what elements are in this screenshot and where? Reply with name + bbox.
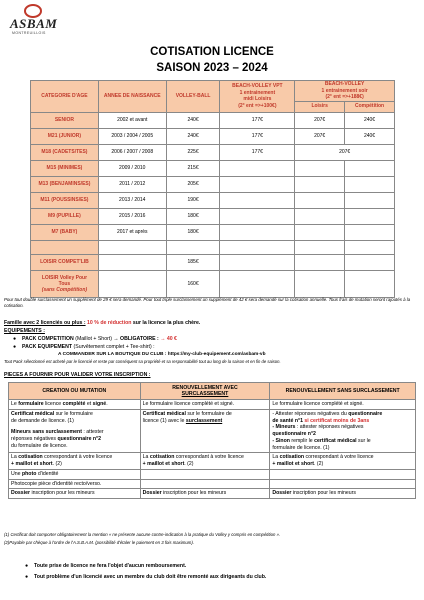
pieces-cell	[140, 469, 270, 479]
text: questionnaire	[348, 410, 383, 417]
price-row-loisir-vpt	[31, 270, 395, 297]
pieces-cell	[9, 400, 141, 410]
text: de santé n°1	[272, 417, 305, 424]
price-row-category: M15 (MINIMES)	[31, 160, 99, 176]
price-row-empty	[345, 224, 395, 240]
pieces-cell	[270, 479, 416, 489]
pieces-header-avec-line2: SURCLASSEMENT	[181, 391, 229, 397]
famille-highlight: 10 % de réduction	[85, 320, 132, 326]
price-row-empty	[295, 270, 345, 297]
header-beach-evening	[295, 81, 395, 102]
text	[11, 461, 138, 468]
text: : attester	[81, 429, 104, 436]
price-row-empty	[295, 254, 345, 270]
price-row-volley: 225€	[166, 144, 220, 160]
price-row-empty	[220, 208, 295, 224]
header-volley-ball: VOLLEY-BALL	[166, 81, 220, 113]
price-row-category: M7 (BABY)	[31, 224, 99, 240]
footnote-2: (2)Payable par chèque à l'ordre de l'A.S.B.A.M. (possibilité d'étaler le paiement en 3 fois maximum).	[4, 540, 194, 545]
text: formulaire de licence. (1)	[272, 444, 330, 451]
closing-line-2	[25, 574, 267, 581]
price-row-loisirs: 207€	[295, 112, 345, 128]
price-row-birth: 2009 / 2010	[98, 160, 166, 176]
price-row-birth: 2015 / 2016	[98, 208, 166, 224]
logo-word: ASBAM	[10, 16, 58, 31]
price-row-loisir-compet	[31, 254, 395, 270]
price-row-empty	[345, 192, 395, 208]
logo-subtitle: MONTREUILLOIS	[12, 31, 46, 35]
price-row-volley: 240€	[166, 112, 220, 128]
page-title: COTISATION LICENCE	[150, 46, 274, 58]
price-row-birth: 2013 / 2014	[98, 192, 166, 208]
surclassement-note: Pour tout double surclassement un supplément de 29 € sera demandé. Pour tout triple surclassement un supplément de 42 € sera demandé sur la cotisation annuelle. Tous frais de mutation seront rajoutés à la cotisation.	[4, 297, 411, 308]
header-competition: Compétition	[345, 101, 395, 112]
text: inscription pour les mineurs	[291, 490, 356, 497]
text	[272, 418, 413, 425]
text: - Mineurs	[272, 424, 296, 431]
pieces-cell	[140, 489, 270, 499]
pieces-cell	[270, 409, 416, 453]
famille-prefix: Famille avec 2 licenciés ou plus :	[4, 320, 86, 326]
price-row-empty	[295, 240, 345, 254]
price-row-birth: 2017 et après	[98, 224, 166, 240]
header-birth-year: ANNEE DE NAISSANCE	[98, 81, 166, 113]
text: sur le	[356, 437, 371, 444]
closing-text-1: Toute prise de licence ne fera l'objet d'aucun remboursement.	[34, 563, 187, 569]
header-category: CATEGORIE D'AGE	[31, 81, 99, 113]
pieces-cell	[270, 469, 416, 479]
text: cotisation	[18, 454, 43, 461]
price-row-volley	[166, 240, 220, 254]
text: licence	[43, 401, 63, 407]
pieces-cell	[9, 453, 141, 470]
famille-suffix: sur la licence la plus chère.	[131, 320, 201, 326]
price-row-bv1: 177€	[220, 128, 295, 144]
text: Dossier	[11, 490, 31, 497]
pieces-row-certificat	[9, 409, 416, 453]
pieces-row-photo	[9, 469, 416, 479]
price-row-empty	[295, 208, 345, 224]
text: correspondant à votre licence	[42, 454, 113, 461]
price-row-empty	[220, 224, 295, 240]
price-row-volley: 240€	[166, 128, 220, 144]
text: certificat médical	[314, 437, 357, 444]
price-row-volley: 185€	[166, 254, 220, 270]
text	[143, 418, 268, 425]
price-row-empty	[295, 160, 345, 176]
price-row-empty	[295, 224, 345, 240]
text: signé	[92, 401, 107, 407]
text	[11, 429, 138, 436]
footnote-1: (1) Certificat doit comporter obligatoirement la mention « ne présente aucune contre-indication à la pratique du Volley y compris en compétition ».	[4, 532, 281, 537]
text: sur le formulaire de	[185, 410, 232, 417]
pack-competition-price: → 40 €	[160, 336, 177, 342]
pack-competition-mandatory: OBLIGATOIRE :	[118, 336, 161, 342]
pieces-cell	[140, 409, 270, 453]
text: questionnaire n°2	[57, 436, 102, 442]
text: remplir le	[289, 437, 315, 444]
pieces-row-photocopie	[9, 479, 416, 489]
pack-equipement-label: PACK EQUIPEMENT	[22, 344, 73, 350]
arrow-icon: →	[113, 336, 119, 342]
text	[272, 461, 413, 468]
text	[272, 438, 413, 445]
text: questionnaire n°2	[272, 431, 316, 437]
text	[272, 411, 413, 418]
price-row-volley: 205€	[166, 176, 220, 192]
bullet-icon: ●	[25, 574, 29, 580]
text: Certificat médical	[11, 410, 55, 417]
price-row-m15	[31, 160, 395, 176]
price-row-birth	[98, 240, 166, 254]
pieces-cell: Le formulaire licence complété et signé.	[270, 400, 416, 410]
pieces-header-row	[9, 383, 416, 400]
text	[11, 454, 138, 461]
text: complété	[62, 401, 86, 407]
pack-note: Tout Pack sélectionné est acheté par le licencié et reste par conséquent sa propriété et sa responsabilité tout au long de la saison et en fin de saison.	[4, 359, 281, 364]
pieces-row-cotisation	[9, 453, 416, 470]
text: La	[272, 454, 280, 461]
price-row-category	[31, 270, 99, 297]
header-beach-vpt-line2: 1 entrainement	[239, 89, 276, 96]
price-row-m18	[31, 144, 395, 160]
text: . (2)	[314, 461, 324, 467]
price-row-m11	[31, 192, 395, 208]
price-row-category: M9 (PUPILLE)	[31, 208, 99, 224]
club-logo	[10, 4, 56, 38]
price-table	[30, 80, 395, 298]
price-row-empty	[345, 270, 395, 297]
text: Dossier	[272, 490, 292, 497]
pieces-header-creation: CREATION OU MUTATION	[9, 383, 141, 400]
text: . (2)	[52, 461, 62, 467]
price-row-category-line1: LOISIR Volley Pour	[41, 274, 88, 281]
price-row-loisirs: 207€	[295, 128, 345, 144]
price-row-bv1: 177€	[220, 112, 295, 128]
pieces-row-dossier	[9, 489, 416, 499]
text: correspondant à votre licence	[304, 454, 374, 461]
price-row-empty	[220, 240, 295, 254]
header-beach-evening-line2: 1 entrainement soir	[321, 87, 368, 94]
text: du formulaire de licence.	[11, 442, 68, 449]
price-row-volley: 190€	[166, 192, 220, 208]
pieces-cell	[270, 453, 416, 470]
text: correspondant à votre licence	[174, 454, 244, 461]
price-row-birth: 2003 / 2004 / 2005	[98, 128, 166, 144]
price-row-volley: 180€	[166, 224, 220, 240]
text: si certificat moins de 3ans	[304, 417, 370, 424]
pack-equipement-line	[13, 344, 155, 351]
price-row-empty	[220, 176, 295, 192]
price-row-m21	[31, 128, 395, 144]
price-row-birth	[98, 254, 166, 270]
price-row-empty	[220, 270, 295, 297]
price-row-m13	[31, 176, 395, 192]
header-beach-vpt-line4: (2° ent =>+100€)	[238, 102, 277, 109]
text: inscription pour les mineurs	[161, 490, 227, 497]
text	[11, 411, 138, 418]
price-row-category: M21 (JUNIOR)	[31, 128, 99, 144]
pack-equipement-detail: (Survêtement complet + Tee-shirt) :	[72, 344, 155, 350]
text: photo	[21, 470, 37, 477]
text: La	[11, 454, 19, 461]
price-row-birth: 2006 / 2007 / 2008	[98, 144, 166, 160]
text: surclassement	[185, 417, 223, 424]
header-beach-vpt	[220, 81, 295, 113]
text: licence (1) avec le	[142, 417, 186, 424]
text: Certificat médical	[142, 410, 186, 417]
closing-text-2: Tout problème d'un licencié avec un membre du club doit être remonté aux dirigeants du club.	[34, 574, 267, 580]
pieces-cell: Le formulaire licence complété et signé.	[140, 400, 270, 410]
price-row-volley: 215€	[166, 160, 220, 176]
pieces-header-sans: RENOUVELLEMENT SANS SURCLASSEMENT	[270, 383, 416, 400]
price-row-empty	[345, 240, 395, 254]
pieces-cell	[140, 479, 270, 489]
price-row-category: M18 (CADETS/TES)	[31, 144, 99, 160]
price-row-competition: 240€	[345, 112, 395, 128]
text: formulaire	[18, 401, 44, 407]
price-row-empty	[345, 208, 395, 224]
price-row-m9	[31, 208, 395, 224]
text	[272, 424, 413, 431]
price-row-empty	[220, 192, 295, 208]
boutique-link[interactable]: A COMMANDER SUR LA BOUTIQUE DU CLUB : https://my-club-equipement.com/asbam-vb	[58, 352, 266, 357]
text: sur le formulaire	[54, 410, 93, 417]
bullet-icon: ●	[25, 563, 29, 569]
price-row-m7	[31, 224, 395, 240]
price-row-category: SENIOR	[31, 112, 99, 128]
header-beach-vpt-line3: midi Loisirs	[243, 96, 272, 103]
famille-line	[4, 320, 200, 327]
price-row-category: LOISIR COMPET'LIB	[31, 254, 99, 270]
price-row-empty	[345, 176, 395, 192]
pieces-heading: PIECES A FOURNIR POUR VALIDER VOTRE INSCRIPTION :	[4, 372, 151, 378]
price-row-competition: 240€	[345, 128, 395, 144]
text: cotisation	[279, 454, 305, 461]
text	[143, 461, 268, 468]
pieces-header-avec-line1: RENOUVELLEMENT AVEC	[172, 384, 238, 391]
pieces-cell	[9, 469, 141, 479]
pieces-cell	[140, 453, 270, 470]
price-row-bv1: 177€	[220, 144, 295, 160]
header-loisirs: Loisirs	[295, 101, 345, 112]
page-subtitle: SAISON 2023 – 2024	[156, 62, 268, 74]
text	[143, 411, 268, 418]
price-row-empty	[345, 160, 395, 176]
pieces-cell	[9, 409, 141, 453]
pieces-cell	[270, 489, 416, 499]
equipements-heading: EQUIPEMENTS :	[4, 328, 45, 334]
price-row-empty	[220, 254, 295, 270]
header-beach-evening-line1: BEACH-VOLLEY	[324, 81, 365, 87]
pieces-cell	[9, 489, 141, 499]
pack-competition-detail: (Maillot + Short)	[73, 336, 114, 342]
price-row-category	[31, 240, 99, 254]
price-row-senior	[31, 112, 395, 128]
price-row-merged: 207€	[295, 144, 395, 160]
pieces-cell: Photocopie pièce d'identité recto/verso.	[9, 479, 141, 489]
text: .	[106, 401, 108, 407]
bullet-icon: ●	[13, 336, 17, 342]
text: - Attester réponses négatives du	[272, 410, 349, 417]
price-row-birth: 2011 / 2012	[98, 176, 166, 192]
text	[11, 436, 138, 443]
text: - Sinon	[272, 437, 290, 444]
price-row-category-line3: (sans Compétition)	[41, 286, 88, 293]
price-row-empty	[295, 176, 345, 192]
text: d'identité	[36, 470, 59, 477]
text: + maillot et short	[272, 461, 314, 467]
text: Mineurs sans surclassement	[11, 429, 82, 436]
text: et	[85, 401, 93, 407]
text: Une	[11, 470, 22, 477]
text: . (2)	[184, 461, 194, 467]
text: + maillot et short	[142, 461, 185, 467]
text: Dossier	[142, 490, 162, 497]
text: de demande de licence. (1)	[11, 417, 74, 424]
price-row-category-line2: Tous	[58, 280, 71, 287]
price-row-empty	[220, 160, 295, 176]
pack-competition-label: PACK COMPETITION	[22, 336, 74, 342]
bullet-icon: ●	[13, 344, 17, 350]
price-row-volley: 160€	[166, 270, 220, 297]
text: inscription pour les mineurs	[30, 490, 95, 497]
text: : attester réponses négatives	[295, 424, 364, 431]
pieces-table	[8, 382, 416, 499]
pieces-row-formulaire	[9, 400, 416, 410]
pack-competition-line	[13, 336, 177, 343]
header-beach-evening-line3: (2° ent =>+188€)	[325, 94, 364, 100]
pieces-header-avec	[140, 383, 270, 400]
text: Le	[11, 401, 19, 407]
closing-line-1	[25, 563, 187, 570]
text: + maillot et short	[11, 461, 53, 467]
text	[143, 454, 268, 461]
price-row-category: M11 (POUSSINS/ES)	[31, 192, 99, 208]
price-row-spacer	[31, 240, 395, 254]
price-row-empty	[295, 192, 345, 208]
text: réponses négatives	[11, 436, 58, 442]
price-table-header-row	[31, 81, 395, 102]
text: cotisation	[149, 454, 175, 461]
price-row-birth	[98, 270, 166, 297]
header-beach-vpt-line1: BEACH-VOLLEY VPT	[232, 83, 283, 90]
price-row-empty	[345, 254, 395, 270]
price-row-category: M13 (BENJAMINS/ES)	[31, 176, 99, 192]
price-row-volley: 180€	[166, 208, 220, 224]
text	[272, 454, 413, 461]
text: La	[142, 454, 150, 461]
price-row-birth: 2002 et avant	[98, 112, 166, 128]
